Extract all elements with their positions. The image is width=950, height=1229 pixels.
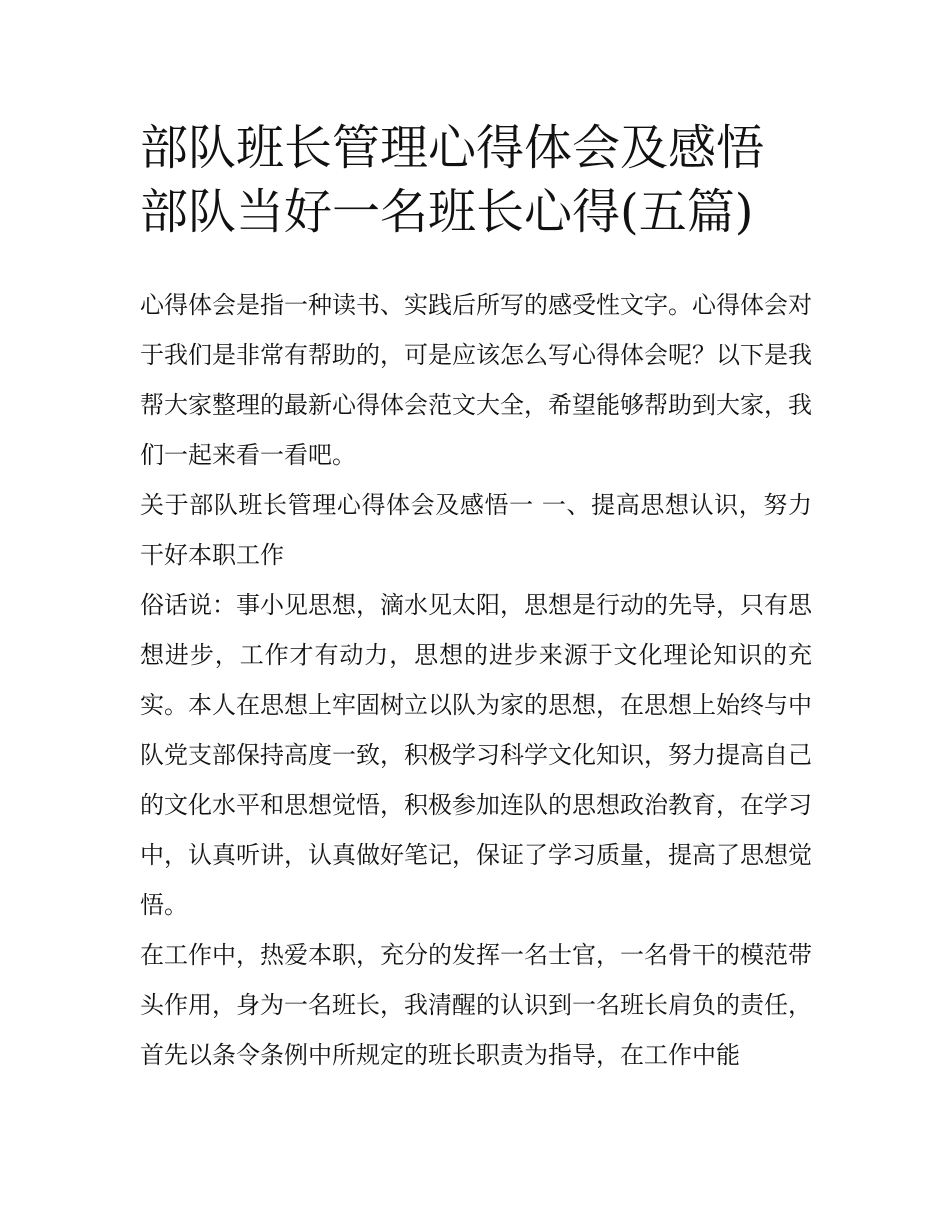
document-title-line-1: 部队班长管理心得体会及感悟 [140,120,765,176]
paragraph-section-heading: 关于部队班长管理心得体会及感悟一 一、提高思想认识，努力干好本职工作 [140,491,812,569]
document-body [140,280,812,1080]
paragraph-work: 在工作中，热爱本职，充分的发挥一名士官，一名骨干的模范带头作用，身为一名班长，我清醒的认识到一名班长肩负的责任，首先以条令条例中所规定的班长职责为指导，在工作中能 [140,941,812,1069]
paragraph-thought: 俗话说：事小见思想，滴水见太阳，思想是行动的先导，只有思想进步，工作才有动力，思想的进步来源于文化理论知识的充实。本人在思想上牢固树立以队为家的思想，在思想上始终与中队党支部保持高度一致，积极学习科学文化知识，努力提高自己的文化水平和思想觉悟，积极参加连队的思想政治教育，在学习中，认真听讲，认真做好笔记，保证了学习质量，提高了思想觉悟。 [140,591,812,919]
document-title-line-2: 部队当好一名班长心得(五篇) [140,184,754,240]
document-title [140,116,840,244]
paragraph-intro: 心得体会是指一种读书、实践后所写的感受性文字。心得体会对于我们是非常有帮助的，可是应该怎么写心得体会呢？以下是我帮大家整理的最新心得体会范文大全，希望能够帮助到大家，我们一起来看一看吧。 [140,291,812,469]
